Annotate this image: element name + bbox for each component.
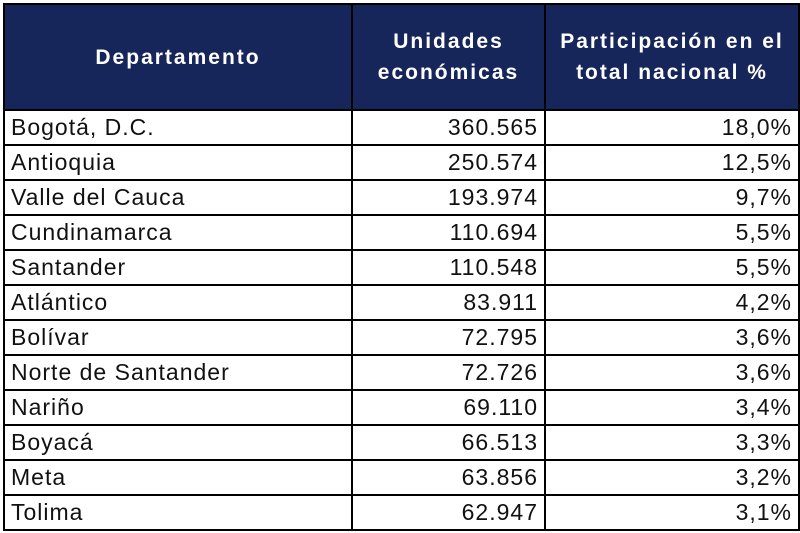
cell-unidades: 69.110 [352, 390, 545, 425]
cell-departamento: Bogotá, D.C. [4, 110, 352, 145]
table-row [4, 285, 799, 320]
cell-unidades: 83.911 [352, 285, 545, 320]
cell-participacion: 9,7% [545, 180, 799, 215]
cell-unidades: 63.856 [352, 460, 545, 495]
table-row [4, 460, 799, 495]
cell-unidades: 360.565 [352, 110, 545, 145]
table-row [4, 495, 799, 530]
cell-unidades: 72.795 [352, 320, 545, 355]
cell-participacion: 4,2% [545, 285, 799, 320]
cell-participacion: 5,5% [545, 215, 799, 250]
table-row [4, 390, 799, 425]
cell-unidades: 110.694 [352, 215, 545, 250]
table-row [4, 215, 799, 250]
cell-departamento: Santander [4, 250, 352, 285]
data-table [3, 3, 800, 531]
cell-departamento: Bolívar [4, 320, 352, 355]
cell-participacion: 3,4% [545, 390, 799, 425]
cell-unidades: 193.974 [352, 180, 545, 215]
cell-departamento: Tolima [4, 495, 352, 530]
cell-participacion: 5,5% [545, 250, 799, 285]
cell-participacion: 3,6% [545, 355, 799, 390]
table-row [4, 250, 799, 285]
cell-unidades: 110.548 [352, 250, 545, 285]
cell-departamento: Boyacá [4, 425, 352, 460]
table-row [4, 110, 799, 145]
cell-departamento: Norte de Santander [4, 355, 352, 390]
cell-departamento: Cundinamarca [4, 215, 352, 250]
cell-unidades: 62.947 [352, 495, 545, 530]
column-header-participacion: Participación en el total nacional % [545, 4, 799, 110]
cell-departamento: Atlántico [4, 285, 352, 320]
table-row [4, 320, 799, 355]
table-row [4, 425, 799, 460]
cell-departamento: Meta [4, 460, 352, 495]
cell-participacion: 12,5% [545, 145, 799, 180]
table-row [4, 180, 799, 215]
cell-departamento: Valle del Cauca [4, 180, 352, 215]
cell-unidades: 72.726 [352, 355, 545, 390]
header-row [4, 4, 799, 110]
table-header [4, 4, 799, 110]
cell-participacion: 18,0% [545, 110, 799, 145]
column-header-unidades: Unidades económicas [352, 4, 545, 110]
cell-participacion: 3,1% [545, 495, 799, 530]
cell-unidades: 250.574 [352, 145, 545, 180]
cell-departamento: Nariño [4, 390, 352, 425]
cell-unidades: 66.513 [352, 425, 545, 460]
cell-departamento: Antioquia [4, 145, 352, 180]
table-body [4, 110, 799, 530]
table-row [4, 145, 799, 180]
column-header-departamento: Departamento [4, 4, 352, 110]
table-row [4, 355, 799, 390]
cell-participacion: 3,6% [545, 320, 799, 355]
cell-participacion: 3,3% [545, 425, 799, 460]
cell-participacion: 3,2% [545, 460, 799, 495]
